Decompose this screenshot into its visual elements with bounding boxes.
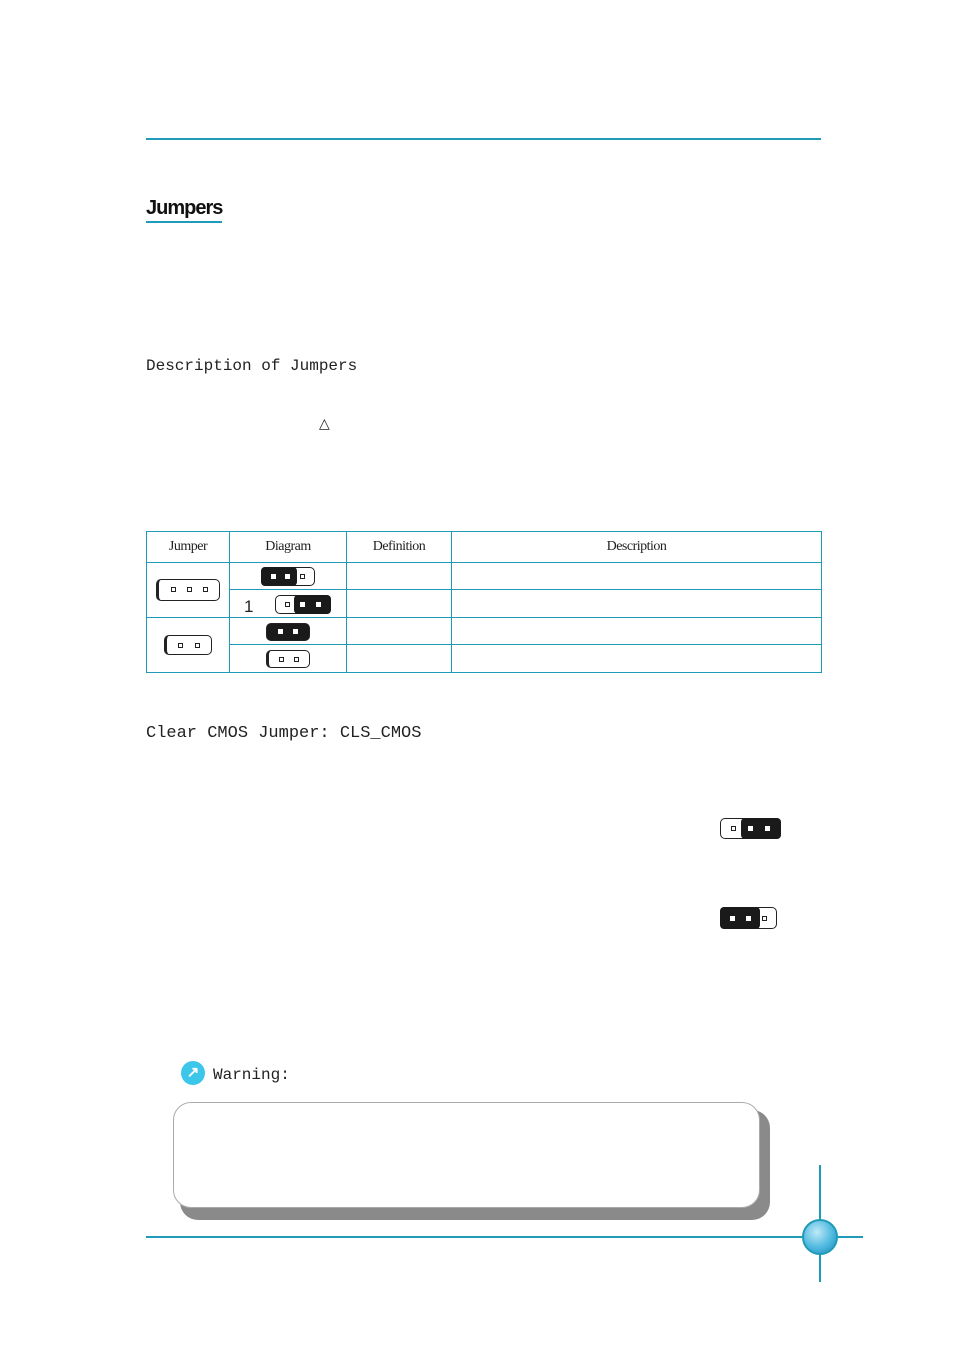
description-heading: Description of Jumpers (146, 357, 358, 375)
table-row (147, 562, 822, 590)
description-cell (452, 590, 822, 618)
table-row (147, 617, 822, 645)
header-diagram: Diagram (230, 532, 347, 563)
diagram-open-icon (230, 645, 347, 673)
description-cell (452, 645, 822, 673)
top-rule (146, 138, 821, 140)
page-marker-circle (802, 1219, 838, 1255)
cmos-jumper-2-3-icon (720, 818, 781, 839)
definition-cell (347, 617, 452, 645)
warning-label: Warning: (213, 1066, 290, 1084)
cmos-jumper-1-2-icon (720, 907, 777, 929)
jumper-3pin-icon (156, 579, 220, 601)
definition-cell (347, 562, 452, 590)
triangle-icon: △ (319, 415, 330, 431)
jumper-2pin-cell (147, 617, 230, 672)
pin1-label: 1 (244, 597, 254, 616)
clear-cmos-heading: Clear CMOS Jumper: CLS_CMOS (146, 724, 422, 743)
lightning-icon: ↗ (181, 1061, 205, 1085)
warning-box (173, 1102, 760, 1208)
jumper-2pin-icon (164, 635, 212, 655)
description-cell (452, 562, 822, 590)
diagram-pins-1-2-icon (230, 562, 347, 590)
jumper-3pin-cell (147, 562, 230, 617)
table-header-row (147, 532, 822, 563)
bottom-rule (146, 1236, 863, 1238)
description-cell (452, 617, 822, 645)
definition-cell (347, 590, 452, 618)
header-definition: Definition (347, 532, 452, 563)
table-row (147, 645, 822, 673)
header-description: Description (452, 532, 822, 563)
diagram-closed-icon (230, 617, 347, 645)
section-title: Jumpers (146, 196, 222, 223)
definition-cell (347, 645, 452, 673)
header-jumper: Jumper (147, 532, 230, 563)
